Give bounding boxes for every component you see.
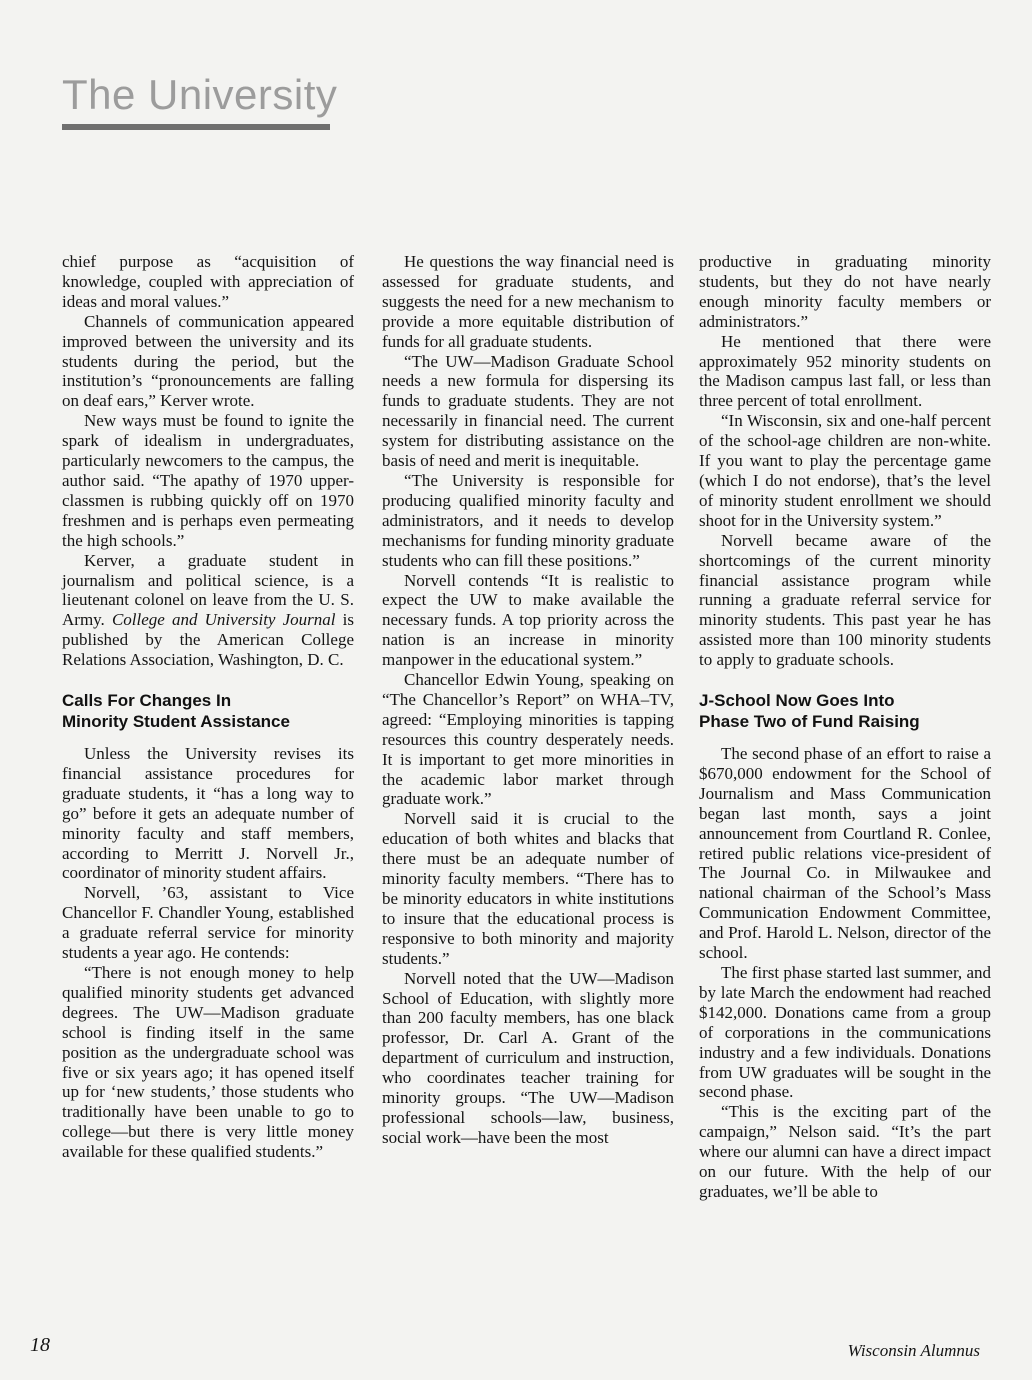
column-3 [699,252,991,1202]
subhead-line: Calls For Changes In [62,691,232,711]
paragraph: “There is not enough money to help qualified minority students get advanced degrees. The UW—Madison graduate school is finding itself in the same position as the undergraduate school was five or six years ago; it has opened itself up for ‘new students,’ those students who traditionally have been unable to go to college—but there is very little money available for these qualified students.” [62,963,354,1162]
subhead-line: Minority Student Assistance [62,712,290,732]
paragraph: “The UW—Madison Graduate School needs a new formula for dispersing its funds to graduate students. They are not necessarily in financial need. The current system for distributing assistance on the basis of need and merit is inequitable. [382,351,674,471]
paragraph-text: Kerver, a graduate student in journalism and political science, is a lieutenant colonel on leave from the U. S. Army. [62,550,354,630]
paragraph: The first phase started last summer, and by late March the endowment had reached $142,000. Donations came from a group of corporations in the communications industry and a few individuals. Donations from UW graduates will be sought in the second phase. [699,963,991,1102]
paragraph: productive in graduating minority students, but they do not have nearly enough minority faculty members or administrators.” [699,252,991,331]
paragraph: “This is the exciting part of the campaign,” Nelson said. “It’s the part where our alumni can have a direct impact on our future. With the help of our graduates, we’ll be able to [699,1102,991,1201]
article-subhead [62,690,354,732]
paragraph: The second phase of an effort to raise a $670,000 endowment for the School of Journalism and Mass Communication began last month, says a joint announcement from Courtland R. Conlee, retired public relations vice-president of The Journal Co. in Milwaukee and national chairman of the School’s Mass Communication Endowment Committee, and Prof. Harold L. Nelson, director of the school. [699,744,991,963]
journal-title: College and University Journal [111,610,336,630]
paragraph-text: is published by the American College Relations Association, Washington, D. C. [62,610,355,670]
paragraph: New ways must be found to ignite the spark of idealism in undergraduates, particularly newcomers to the campus, the author said. “The apathy of 1970 upper-classmen is rubbing quickly off on 1970 freshmen and is perhaps even permeating the high schools.” [62,411,354,550]
paragraph: He questions the way financial need is assessed for graduate students, and suggests the need for a new mechanism to provide a more equitable distribution of funds for all graduate students. [382,252,674,351]
paragraph: Norvell became aware of the shortcomings of the current minority financial assistance program while running a graduate referral service for minority students. This past year he has assisted more than 100 minority students to apply to graduate schools. [699,530,991,670]
paragraph: Norvell said it is crucial to the education of both whites and blacks that there must be an adequate number of minority faculty members. “There has to be minority educators in white institutions to insure that the educational process is responsive to both minority and majority students.” [382,809,674,968]
paragraph: Channels of communication appeared improved between the university and its students during the period, but the institution’s “pronouncements are falling on deaf ears,” Kerver wrote. [62,311,354,411]
paragraph [62,551,354,670]
page-number: 18 [30,1334,50,1356]
column-2 [382,252,674,1148]
paragraph: Unless the University revises its financial assistance procedures for graduate students, it “has a long way to go” before it gets an adequate number of minority faculty and staff members, according to Merritt J. Norvell Jr., coordinator of minority student affairs. [62,744,354,883]
paragraph: “The University is responsible for producing qualified minority faculty and administrators, and it needs to develop mechanisms for funding minority graduate students who can fill these positions.” [382,470,674,570]
paragraph: chief purpose as “acquisition of knowledge, coupled with appreciation of ideas and moral values.” [62,252,354,311]
paragraph: Norvell, ’63, assistant to Vice Chancellor F. Chandler Young, established a graduate referral service for minority students a year ago. He contends: [62,883,354,963]
article-subhead [699,690,991,732]
header-rule [62,124,330,130]
paragraph: He mentioned that there were approximately 952 minority students on the Madison campus last fall, or less than three percent of total enrollment. [699,331,991,411]
column-1 [62,252,354,1162]
subhead-line: J-School Now Goes Into [699,691,895,711]
paragraph: Norvell contends “It is realistic to expect the UW to make available the necessary funds. A top priority across the nation is an increase in minority manpower in the educational system.” [382,570,674,670]
paragraph: “In Wisconsin, six and one-half percent of the school-age children are non-white. If you want to play the percentage game (which I do not endorse), that’s the level of minority student enrollment we should shoot for in the University system.” [699,411,991,530]
paragraph: Norvell noted that the UW—Madison School of Education, with slightly more than 200 faculty members, has one black professor, Dr. Carl A. Grant of the department of curriculum and instruction, who coordinates teacher training for minority groups. “The UW—Madison professional schools—law, business, social work—have been the most [382,968,674,1147]
section-header: The University [62,71,338,118]
paragraph: Chancellor Edwin Young, speaking on “The Chancellor’s Report” on WHA–TV, agreed: “Employing minorities is tapping resources this country desperately needs. It is important to get more minorities in the academic labor market through graduate work.” [382,670,674,809]
publication-name: Wisconsin Alumnus [847,1341,980,1360]
subhead-line: Phase Two of Fund Raising [699,712,920,732]
